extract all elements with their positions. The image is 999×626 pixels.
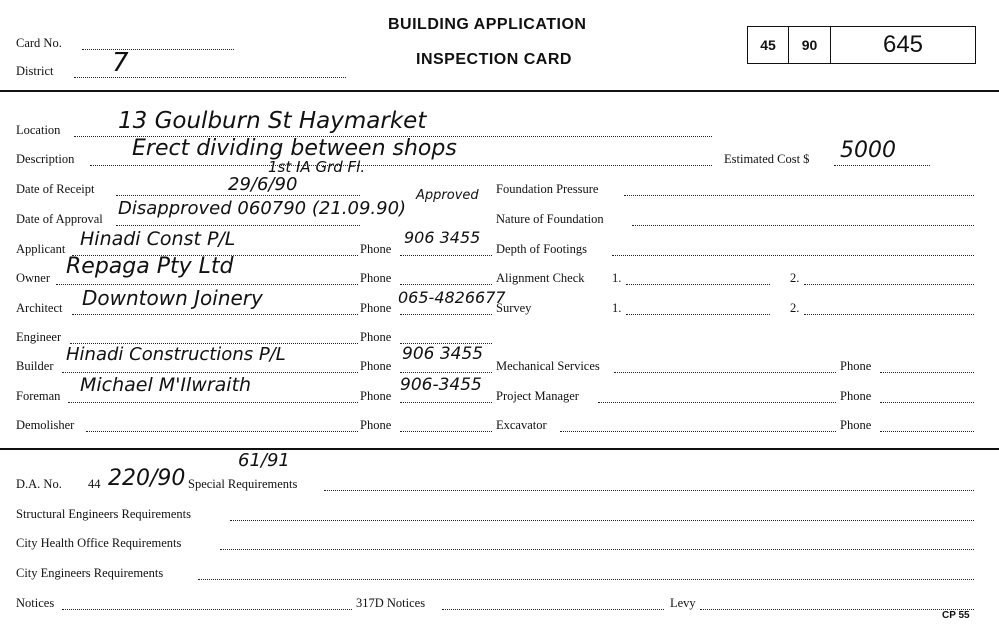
foreman-value: Michael M'Ilwraith [80,374,252,396]
box-90: 90 [788,26,831,64]
district-value: 7 [112,48,129,78]
owner-value: Repaga Pty Ltd [66,254,234,279]
divider-bottom [0,448,999,450]
foreman-phone-value: 906-3455 [400,375,482,395]
alignment-check-2-line [804,271,974,285]
form-code: CP 55 [942,610,970,621]
depth-of-footings-label: Depth of Footings [496,242,587,256]
alignment-check-label: Alignment Check [496,271,585,285]
card-no-label: Card No. [16,36,62,50]
da-prefix: 44 [88,477,101,491]
architect-phone-value: 065-4826677 [398,288,506,307]
city-engineers-label: City Engineers Requirements [16,566,164,580]
foundation-pressure-line [624,182,974,196]
mechanical-services-label: Mechanical Services [496,359,600,373]
owner-phone-label: Phone [360,271,392,285]
alignment-check-1-line [626,271,770,285]
applicant-phone-value: 906 3455 [404,228,481,247]
survey-1-line [626,301,770,315]
health-line [220,536,974,550]
structural-line [230,507,974,521]
architect-value: Downtown Joinery [82,286,263,310]
special-requirements-value: 61/91 [238,450,290,471]
notices-label: Notices [16,596,55,610]
demolisher-phone-line [400,418,492,432]
health-label: City Health Office Requirements [16,536,182,550]
date-of-receipt-value: 29/6/90 [228,174,298,195]
foreman-phone-label: Phone [360,389,392,403]
owner-label: Owner [16,271,51,285]
survey-label: Survey [496,301,532,315]
engineer-phone-line [400,330,492,344]
applicant-phone-label: Phone [360,242,392,256]
builder-value: Hinadi Constructions P/L [66,344,286,365]
special-requirements-line [324,477,974,491]
mechanical-phone-line [880,359,974,373]
builder-phone-label: Phone [360,359,392,373]
divider-top [0,90,999,92]
notices-317d-label: 317D Notices [356,596,426,610]
da-label: D.A. No. [16,477,62,491]
date-of-approval-label: Date of Approval [16,212,103,226]
foreman-label: Foreman [16,389,61,403]
excavator-phone-line [880,418,974,432]
owner-phone-line [400,271,492,285]
description-note: 1st IA Grd Fl. [268,158,366,176]
foundation-pressure-label: Foundation Pressure [496,182,599,196]
engineer-line [70,330,358,344]
card-no-line [82,36,234,50]
location-label: Location [16,123,61,137]
demolisher-line [86,418,358,432]
date-of-approval-value: Disapproved 060790 (21.09.90) [118,198,407,219]
date-of-approval-note: Approved [416,188,479,203]
box-645: 645 [830,26,976,64]
alignment-check-2: 2. [790,271,800,285]
survey-2-line [804,301,974,315]
levy-line [700,596,974,610]
demolisher-phone-label: Phone [360,418,392,432]
nature-of-foundation-line [632,212,974,226]
mechanical-phone-label: Phone [840,359,872,373]
levy-label: Levy [670,596,696,610]
engineer-label: Engineer [16,330,62,344]
excavator-line [560,418,836,432]
district-label: District [16,64,54,78]
mechanical-services-line [614,359,836,373]
builder-label: Builder [16,359,54,373]
da-value: 220/90 [108,466,186,491]
box-45: 45 [747,26,789,64]
date-of-receipt-label: Date of Receipt [16,182,95,196]
nature-of-foundation-label: Nature of Foundation [496,212,604,226]
architect-phone-label: Phone [360,301,392,315]
structural-label: Structural Engineers Requirements [16,507,191,521]
excavator-label: Excavator [496,418,547,432]
engineer-phone-label: Phone [360,330,392,344]
alignment-check-1: 1. [612,271,622,285]
depth-of-footings-line [612,242,974,256]
title-line-1: BUILDING APPLICATION [388,16,587,33]
demolisher-label: Demolisher [16,418,75,432]
title-line-2: INSPECTION CARD [416,51,572,68]
builder-phone-value: 906 3455 [402,344,484,364]
estimated-cost-value: 5000 [840,138,896,163]
city-engineers-line [198,566,974,580]
architect-label: Architect [16,301,63,315]
location-value: 13 Goulburn St Haymarket [118,108,427,134]
notices-line [62,596,352,610]
survey-1: 1. [612,301,622,315]
survey-2: 2. [790,301,800,315]
applicant-label: Applicant [16,242,66,256]
description-label: Description [16,152,75,166]
special-requirements-label: Special Requirements [188,477,298,491]
project-manager-label: Project Manager [496,389,579,403]
description-value: Erect dividing between shops [132,136,457,161]
project-manager-phone-line [880,389,974,403]
project-manager-line [598,389,836,403]
project-manager-phone-label: Phone [840,389,872,403]
notices-317d-line [442,596,664,610]
applicant-value: Hinadi Const P/L [80,228,236,250]
excavator-phone-label: Phone [840,418,872,432]
estimated-cost-label: Estimated Cost $ [724,152,810,166]
